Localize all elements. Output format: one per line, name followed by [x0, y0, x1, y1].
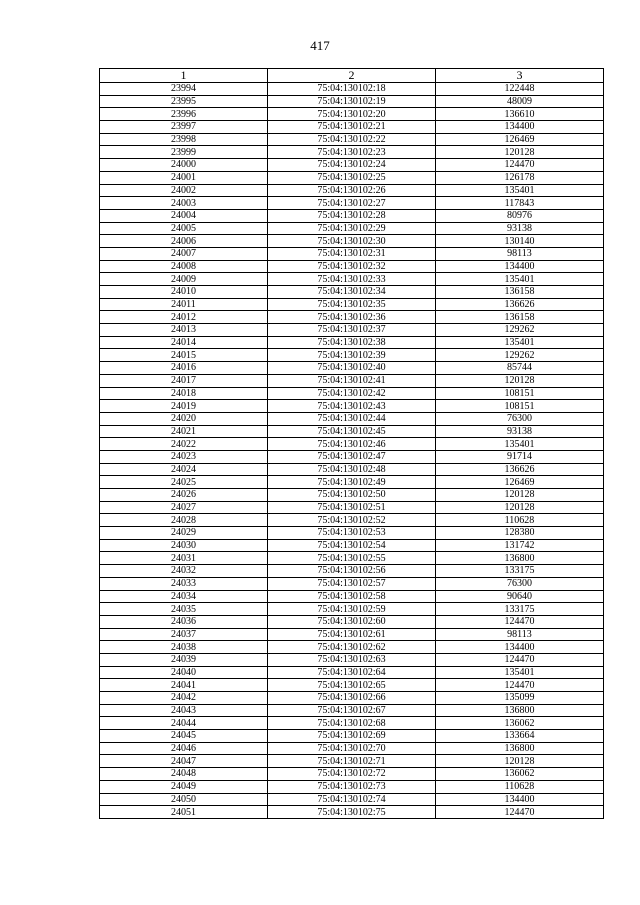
- cadastral-number-cell: 75:04:130102:55: [268, 552, 436, 565]
- row-number-cell: 24006: [100, 235, 268, 248]
- value-cell: 135401: [436, 666, 604, 679]
- value-cell: 134400: [436, 260, 604, 273]
- value-cell: 133175: [436, 603, 604, 616]
- row-number-cell: 24043: [100, 704, 268, 717]
- row-number-cell: 24020: [100, 412, 268, 425]
- row-number-cell: 23998: [100, 133, 268, 146]
- value-cell: 98113: [436, 628, 604, 641]
- cadastral-number-cell: 75:04:130102:49: [268, 476, 436, 489]
- row-number-cell: 24008: [100, 260, 268, 273]
- value-cell: 136610: [436, 108, 604, 121]
- row-number-cell: 24014: [100, 336, 268, 349]
- cadastral-number-cell: 75:04:130102:23: [268, 146, 436, 159]
- cadastral-number-cell: 75:04:130102:32: [268, 260, 436, 273]
- row-number-cell: 24046: [100, 742, 268, 755]
- row-number-cell: 24004: [100, 209, 268, 222]
- cadastral-number-cell: 75:04:130102:54: [268, 539, 436, 552]
- value-cell: 120128: [436, 755, 604, 768]
- value-cell: 124470: [436, 159, 604, 172]
- cadastral-number-cell: 75:04:130102:70: [268, 742, 436, 755]
- table-row: [100, 412, 604, 425]
- table-row: [100, 590, 604, 603]
- value-cell: 136800: [436, 552, 604, 565]
- value-cell: 134400: [436, 121, 604, 134]
- cadastral-number-cell: 75:04:130102:52: [268, 514, 436, 527]
- row-number-cell: 24041: [100, 679, 268, 692]
- row-number-cell: 24012: [100, 311, 268, 324]
- table-row: [100, 603, 604, 616]
- cadastral-number-cell: 75:04:130102:47: [268, 450, 436, 463]
- cadastral-number-cell: 75:04:130102:75: [268, 806, 436, 819]
- row-number-cell: 24036: [100, 615, 268, 628]
- table-row: [100, 565, 604, 578]
- row-number-cell: 24033: [100, 577, 268, 590]
- table-row: [100, 83, 604, 96]
- value-cell: 130140: [436, 235, 604, 248]
- value-cell: 135401: [436, 336, 604, 349]
- cadastral-number-cell: 75:04:130102:44: [268, 412, 436, 425]
- table-row: [100, 653, 604, 666]
- value-cell: 135401: [436, 438, 604, 451]
- row-number-cell: 24051: [100, 806, 268, 819]
- cadastral-number-cell: 75:04:130102:60: [268, 615, 436, 628]
- cadastral-number-cell: 75:04:130102:39: [268, 349, 436, 362]
- cadastral-number-cell: 75:04:130102:29: [268, 222, 436, 235]
- table-row: [100, 730, 604, 743]
- value-cell: 135401: [436, 184, 604, 197]
- row-number-cell: 24030: [100, 539, 268, 552]
- cadastral-number-cell: 75:04:130102:71: [268, 755, 436, 768]
- column-header-1: 1: [100, 69, 268, 83]
- row-number-cell: 24048: [100, 768, 268, 781]
- row-number-cell: 24011: [100, 298, 268, 311]
- cadastral-number-cell: 75:04:130102:53: [268, 527, 436, 540]
- value-cell: 134400: [436, 641, 604, 654]
- row-number-cell: 24018: [100, 387, 268, 400]
- row-number-cell: 24019: [100, 400, 268, 413]
- value-cell: 120128: [436, 146, 604, 159]
- row-number-cell: 24031: [100, 552, 268, 565]
- table-row: [100, 704, 604, 717]
- value-cell: 76300: [436, 577, 604, 590]
- cadastral-number-cell: 75:04:130102:27: [268, 197, 436, 210]
- value-cell: 117843: [436, 197, 604, 210]
- row-number-cell: 24005: [100, 222, 268, 235]
- table-row: [100, 260, 604, 273]
- cadastral-number-cell: 75:04:130102:69: [268, 730, 436, 743]
- value-cell: 93138: [436, 425, 604, 438]
- value-cell: 128380: [436, 527, 604, 540]
- table-row: [100, 349, 604, 362]
- table-row: [100, 514, 604, 527]
- value-cell: 108151: [436, 400, 604, 413]
- row-number-cell: 24034: [100, 590, 268, 603]
- table-row: [100, 501, 604, 514]
- cadastral-number-cell: 75:04:130102:30: [268, 235, 436, 248]
- value-cell: 110628: [436, 780, 604, 793]
- table-row: [100, 146, 604, 159]
- cadastral-number-cell: 75:04:130102:37: [268, 324, 436, 337]
- value-cell: 129262: [436, 324, 604, 337]
- cadastral-number-cell: 75:04:130102:19: [268, 95, 436, 108]
- value-cell: 120128: [436, 489, 604, 502]
- row-number-cell: 24026: [100, 489, 268, 502]
- row-number-cell: 24037: [100, 628, 268, 641]
- table-row: [100, 552, 604, 565]
- value-cell: 124470: [436, 615, 604, 628]
- value-cell: 122448: [436, 83, 604, 96]
- row-number-cell: 23999: [100, 146, 268, 159]
- row-number-cell: 24021: [100, 425, 268, 438]
- row-number-cell: 24002: [100, 184, 268, 197]
- value-cell: 98113: [436, 247, 604, 260]
- row-number-cell: 24050: [100, 793, 268, 806]
- row-number-cell: 24047: [100, 755, 268, 768]
- row-number-cell: 24017: [100, 374, 268, 387]
- table-row: [100, 615, 604, 628]
- cadastral-number-cell: 75:04:130102:40: [268, 362, 436, 375]
- cadastral-number-cell: 75:04:130102:50: [268, 489, 436, 502]
- table-row: [100, 273, 604, 286]
- cadastral-number-cell: 75:04:130102:63: [268, 653, 436, 666]
- table-row: [100, 286, 604, 299]
- row-number-cell: 24016: [100, 362, 268, 375]
- table-row: [100, 489, 604, 502]
- cadastral-number-cell: 75:04:130102:66: [268, 692, 436, 705]
- row-number-cell: 24009: [100, 273, 268, 286]
- value-cell: 136626: [436, 463, 604, 476]
- table-row: [100, 121, 604, 134]
- row-number-cell: 24028: [100, 514, 268, 527]
- value-cell: 136800: [436, 704, 604, 717]
- value-cell: 126469: [436, 476, 604, 489]
- cadastral-number-cell: 75:04:130102:74: [268, 793, 436, 806]
- table-row: [100, 336, 604, 349]
- value-cell: 136062: [436, 768, 604, 781]
- table-row: [100, 527, 604, 540]
- cadastral-number-cell: 75:04:130102:64: [268, 666, 436, 679]
- cadastral-number-cell: 75:04:130102:58: [268, 590, 436, 603]
- row-number-cell: 24000: [100, 159, 268, 172]
- value-cell: 120128: [436, 501, 604, 514]
- row-number-cell: 24032: [100, 565, 268, 578]
- cadastral-number-cell: 75:04:130102:36: [268, 311, 436, 324]
- table-row: [100, 95, 604, 108]
- table-row: [100, 755, 604, 768]
- table-body: [100, 83, 604, 819]
- cadastral-number-cell: 75:04:130102:73: [268, 780, 436, 793]
- value-cell: 80976: [436, 209, 604, 222]
- cadastral-number-cell: 75:04:130102:48: [268, 463, 436, 476]
- table-row: [100, 463, 604, 476]
- table-row: [100, 793, 604, 806]
- value-cell: 136062: [436, 717, 604, 730]
- cadastral-number-cell: 75:04:130102:25: [268, 171, 436, 184]
- value-cell: 133175: [436, 565, 604, 578]
- cadastral-number-cell: 75:04:130102:20: [268, 108, 436, 121]
- row-number-cell: 23995: [100, 95, 268, 108]
- value-cell: 126178: [436, 171, 604, 184]
- row-number-cell: 24049: [100, 780, 268, 793]
- row-number-cell: 24022: [100, 438, 268, 451]
- cadastral-number-cell: 75:04:130102:33: [268, 273, 436, 286]
- table-row: [100, 679, 604, 692]
- header-row: [100, 69, 604, 83]
- cadastral-number-cell: 75:04:130102:26: [268, 184, 436, 197]
- table-row: [100, 438, 604, 451]
- cadastral-number-cell: 75:04:130102:31: [268, 247, 436, 260]
- cadastral-number-cell: 75:04:130102:46: [268, 438, 436, 451]
- table-row: [100, 450, 604, 463]
- row-number-cell: 24007: [100, 247, 268, 260]
- cadastral-number-cell: 75:04:130102:28: [268, 209, 436, 222]
- value-cell: 110628: [436, 514, 604, 527]
- cadastral-number-cell: 75:04:130102:67: [268, 704, 436, 717]
- table-row: [100, 133, 604, 146]
- table-row: [100, 400, 604, 413]
- row-number-cell: 24044: [100, 717, 268, 730]
- row-number-cell: 24001: [100, 171, 268, 184]
- table-row: [100, 362, 604, 375]
- table-row: [100, 222, 604, 235]
- row-number-cell: 24042: [100, 692, 268, 705]
- value-cell: 136158: [436, 286, 604, 299]
- cadastral-number-cell: 75:04:130102:72: [268, 768, 436, 781]
- value-cell: 93138: [436, 222, 604, 235]
- row-number-cell: 24029: [100, 527, 268, 540]
- table-row: [100, 197, 604, 210]
- registry-table: [99, 68, 604, 819]
- page-number: 417: [310, 38, 330, 53]
- value-cell: 91714: [436, 450, 604, 463]
- table-row: [100, 311, 604, 324]
- cadastral-number-cell: 75:04:130102:59: [268, 603, 436, 616]
- row-number-cell: 24038: [100, 641, 268, 654]
- value-cell: 108151: [436, 387, 604, 400]
- row-number-cell: 24024: [100, 463, 268, 476]
- table-row: [100, 184, 604, 197]
- value-cell: 124470: [436, 806, 604, 819]
- table-row: [100, 171, 604, 184]
- row-number-cell: 24040: [100, 666, 268, 679]
- value-cell: 133664: [436, 730, 604, 743]
- cadastral-number-cell: 75:04:130102:51: [268, 501, 436, 514]
- value-cell: 120128: [436, 374, 604, 387]
- row-number-cell: 23997: [100, 121, 268, 134]
- row-number-cell: 24025: [100, 476, 268, 489]
- cadastral-number-cell: 75:04:130102:65: [268, 679, 436, 692]
- table-row: [100, 159, 604, 172]
- table-row: [100, 742, 604, 755]
- value-cell: 129262: [436, 349, 604, 362]
- row-number-cell: 24003: [100, 197, 268, 210]
- table-row: [100, 577, 604, 590]
- table-row: [100, 717, 604, 730]
- table-row: [100, 628, 604, 641]
- value-cell: 126469: [436, 133, 604, 146]
- table-row: [100, 209, 604, 222]
- cadastral-number-cell: 75:04:130102:22: [268, 133, 436, 146]
- cadastral-number-cell: 75:04:130102:45: [268, 425, 436, 438]
- table-row: [100, 324, 604, 337]
- table-row: [100, 476, 604, 489]
- row-number-cell: 24023: [100, 450, 268, 463]
- cadastral-number-cell: 75:04:130102:41: [268, 374, 436, 387]
- cadastral-number-cell: 75:04:130102:42: [268, 387, 436, 400]
- table-row: [100, 768, 604, 781]
- value-cell: 124470: [436, 679, 604, 692]
- cadastral-number-cell: 75:04:130102:24: [268, 159, 436, 172]
- row-number-cell: 24010: [100, 286, 268, 299]
- cadastral-number-cell: 75:04:130102:18: [268, 83, 436, 96]
- value-cell: 135401: [436, 273, 604, 286]
- table-row: [100, 780, 604, 793]
- table-row: [100, 692, 604, 705]
- table-header: [100, 69, 604, 83]
- column-header-3: 3: [436, 69, 604, 83]
- table-row: [100, 387, 604, 400]
- cadastral-number-cell: 75:04:130102:43: [268, 400, 436, 413]
- value-cell: 136158: [436, 311, 604, 324]
- cadastral-number-cell: 75:04:130102:21: [268, 121, 436, 134]
- value-cell: 134400: [436, 793, 604, 806]
- row-number-cell: 23994: [100, 83, 268, 96]
- value-cell: 124470: [436, 653, 604, 666]
- cadastral-number-cell: 75:04:130102:62: [268, 641, 436, 654]
- row-number-cell: 24027: [100, 501, 268, 514]
- value-cell: 90640: [436, 590, 604, 603]
- value-cell: 85744: [436, 362, 604, 375]
- table-row: [100, 247, 604, 260]
- row-number-cell: 24035: [100, 603, 268, 616]
- table-row: [100, 235, 604, 248]
- table-row: [100, 641, 604, 654]
- cadastral-number-cell: 75:04:130102:61: [268, 628, 436, 641]
- row-number-cell: 24013: [100, 324, 268, 337]
- cadastral-number-cell: 75:04:130102:68: [268, 717, 436, 730]
- value-cell: 48009: [436, 95, 604, 108]
- column-header-2: 2: [268, 69, 436, 83]
- cadastral-number-cell: 75:04:130102:35: [268, 298, 436, 311]
- row-number-cell: 23996: [100, 108, 268, 121]
- value-cell: 136800: [436, 742, 604, 755]
- cadastral-number-cell: 75:04:130102:56: [268, 565, 436, 578]
- cadastral-number-cell: 75:04:130102:38: [268, 336, 436, 349]
- row-number-cell: 24045: [100, 730, 268, 743]
- cadastral-number-cell: 75:04:130102:57: [268, 577, 436, 590]
- cadastral-number-cell: 75:04:130102:34: [268, 286, 436, 299]
- row-number-cell: 24015: [100, 349, 268, 362]
- value-cell: 76300: [436, 412, 604, 425]
- row-number-cell: 24039: [100, 653, 268, 666]
- table-row: [100, 425, 604, 438]
- table-row: [100, 298, 604, 311]
- value-cell: 131742: [436, 539, 604, 552]
- table-row: [100, 806, 604, 819]
- table-row: [100, 374, 604, 387]
- table-row: [100, 666, 604, 679]
- value-cell: 136626: [436, 298, 604, 311]
- value-cell: 135099: [436, 692, 604, 705]
- table-row: [100, 108, 604, 121]
- table-row: [100, 539, 604, 552]
